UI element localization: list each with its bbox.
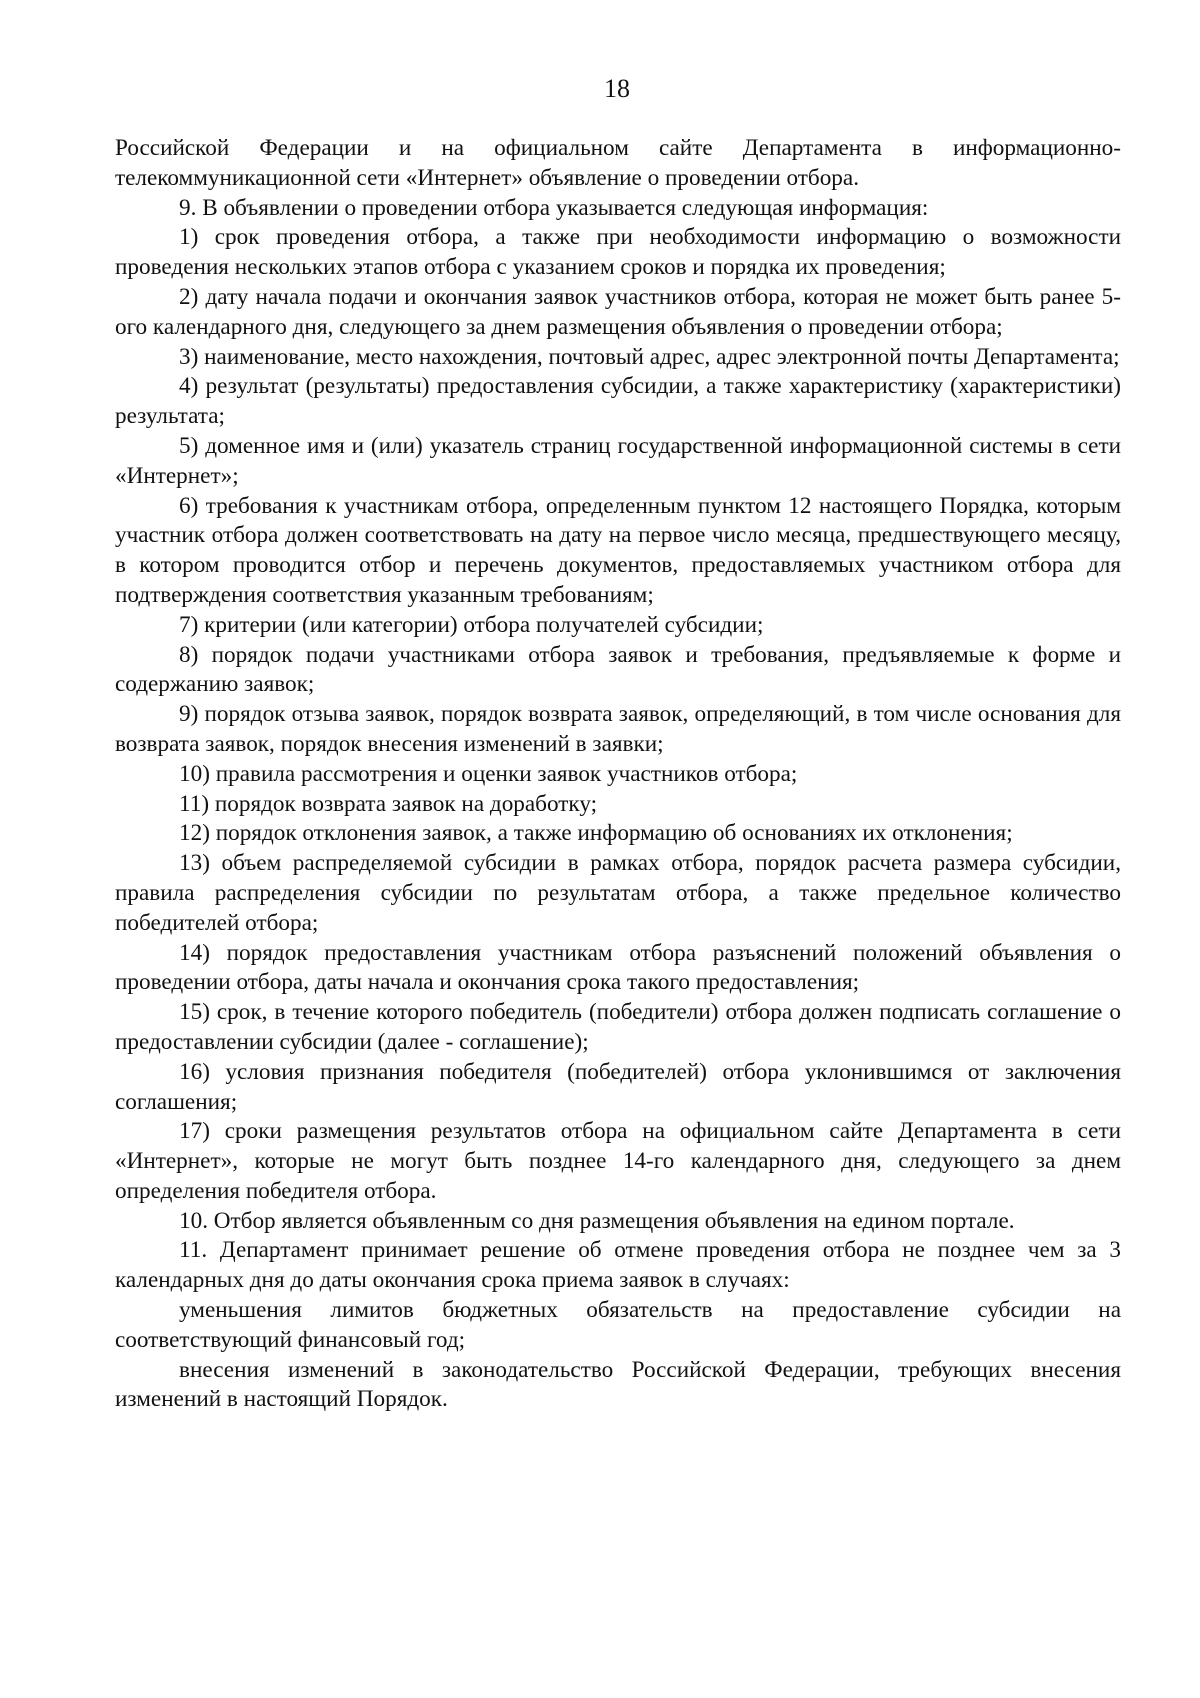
list-item-6: 6) требования к участникам отбора, определенным пунктом 12 настоящего Порядка, которым участник отбора должен соответствовать на дату на первое число месяца, предшествующего месяцу, в котором проводится отбор и перечень документов, предоставляемых участником отбора для подтверждения соответствия указанным требованиям; bbox=[115, 492, 1121, 608]
list-item-14: 14) порядок предоставления участникам отбора разъяснений положений объявления о проведении отбора, даты начала и окончания срока такого предоставления; bbox=[115, 939, 1121, 996]
paragraph-continuation: Российской Федерации и на официальном сайте Департамента в информационно-телекоммуникационной сети «Интернет» объявление о проведении отбора. bbox=[115, 135, 1121, 191]
list-item-15: 15) срок, в течение которого победитель (победители) отбора должен подписать соглашение о предоставлении субсидии (далее - соглашение); bbox=[115, 999, 1121, 1055]
paragraph-clause-10: 10. Отбор является объявленным со дня размещения объявления на едином портале. bbox=[179, 1207, 1015, 1234]
list-item-4: 4) результат (результаты) предоставления субсидии, а также характеристику (характеристики) результата; bbox=[115, 373, 1121, 430]
list-item-11: 11) порядок возврата заявок на доработку; bbox=[179, 790, 598, 817]
page-number: 18 bbox=[604, 74, 630, 103]
list-item-8: 8) порядок подачи участниками отбора заявок и требования, предъявляемые к форме и содержанию заявок; bbox=[115, 641, 1121, 698]
list-item-12: 12) порядок отклонения заявок, а также информацию об основаниях их отклонения; bbox=[179, 820, 1013, 847]
list-item-5: 5) доменное имя и (или) указатель страниц государственной информационной системы в сети «Интернет»; bbox=[115, 432, 1121, 489]
list-item-7: 7) критерии (или категории) отбора получателей субсидии; bbox=[179, 611, 764, 638]
list-item-3: 3) наименование, место нахождения, почтовый адрес, адрес электронной почты Департамента; bbox=[179, 343, 1120, 370]
paragraph-clause-9: 9. В объявлении о проведении отбора указывается следующая информация: bbox=[179, 194, 929, 221]
clause-11-case-2: внесения изменений в законодательство Российской Федерации, требующих внесения изменений в настоящий Порядок. bbox=[115, 1356, 1121, 1413]
document-body bbox=[115, 134, 1121, 1415]
list-item-13: 13) объем распределяемой субсидии в рамках отбора, порядок расчета размера субсидии, правила распределения субсидии по результатам отбора, а также предельное количество победителей отбора; bbox=[115, 850, 1121, 936]
list-item-1: 1) срок проведения отбора, а также при необходимости информацию о возможности проведения нескольких этапов отбора с указанием сроков и порядка их проведения; bbox=[115, 224, 1121, 281]
list-item-17: 17) сроки размещения результатов отбора на официальном сайте Департамента в сети «Интернет», которые не могут быть позднее 14-го календарного дня, следующего за днем определения победителя отбора. bbox=[115, 1118, 1121, 1204]
list-item-10: 10) правила рассмотрения и оценки заявок участников отбора; bbox=[179, 760, 798, 787]
list-item-2: 2) дату начала подачи и окончания заявок участников отбора, которая не может быть ранее 5-ого календарного дня, следующего за днем размещения объявления о проведении отбора; bbox=[115, 283, 1121, 340]
clause-11-case-1: уменьшения лимитов бюджетных обязательств на предоставление субсидии на соответствующий финансовый год; bbox=[115, 1297, 1121, 1353]
list-item-9: 9) порядок отзыва заявок, порядок возврата заявок, определяющий, в том числе основания для возврата заявок, порядок внесения изменений в заявки; bbox=[115, 701, 1121, 757]
paragraph-clause-11: 11. Департамент принимает решение об отмене проведения отбора не позднее чем за 3 календарных дня до даты окончания срока приема заявок в случаях: bbox=[115, 1237, 1121, 1294]
list-item-16: 16) условия признания победителя (победителей) отбора уклонившимся от заключения соглашения; bbox=[115, 1058, 1121, 1115]
